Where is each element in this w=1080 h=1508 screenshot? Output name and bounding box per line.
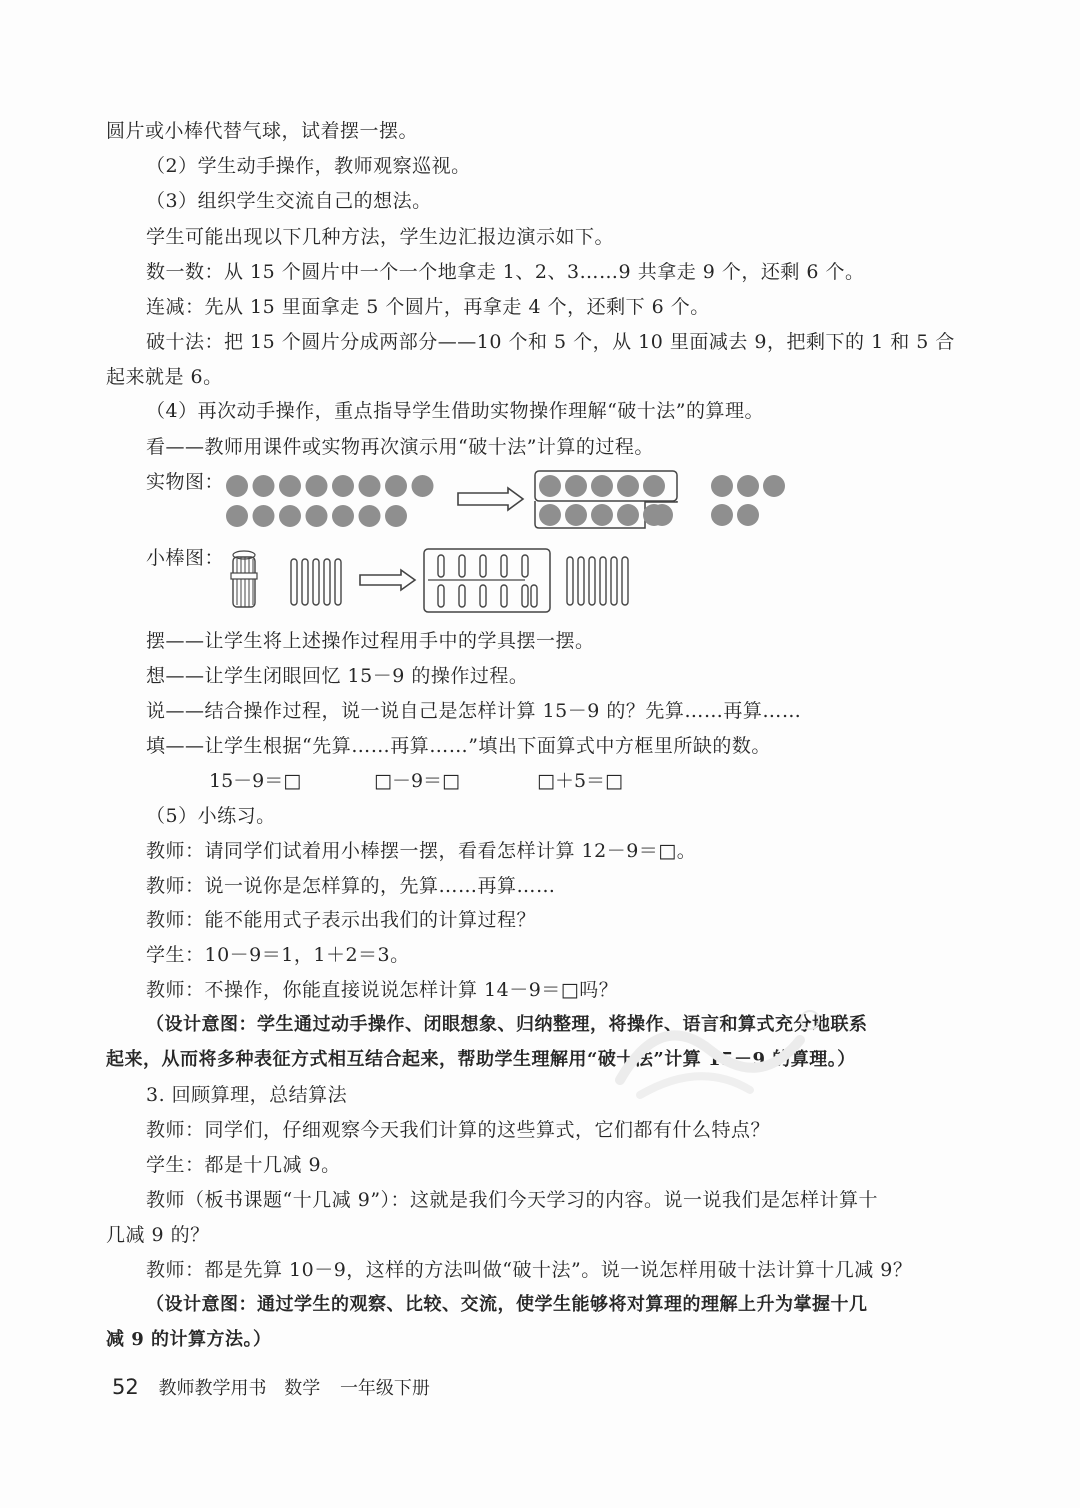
counter-circle — [332, 475, 354, 497]
equation-3: □＋5＝□ — [537, 770, 623, 792]
text-line: 教师：同学们，仔细观察今天我们计算的这些算式，它们都有什么特点？ — [146, 1119, 771, 1141]
counter-circle — [306, 505, 328, 527]
stick — [302, 559, 308, 605]
text-line: 教师（板书课题“十几减 9”）：这就是我们今天学习的内容。说一说我们是怎样计算十 — [146, 1189, 879, 1211]
text-line: 教师：说一说你是怎样算的，先算……再算…… — [146, 875, 556, 897]
subject: 数学 — [284, 1378, 321, 1399]
circle-diagram — [225, 466, 795, 536]
design-note: （设计意图：学生通过动手操作、闭眼想象、归纳整理，将操作、语言和算式充分地联系 — [146, 1014, 868, 1035]
arrow-icon — [360, 570, 415, 590]
grade: 一年级下册 — [339, 1378, 430, 1399]
stick — [600, 557, 606, 605]
stick-diagram — [225, 543, 645, 613]
text-line: 学生可能出现以下几种方法，学生边汇报边演示如下。 — [146, 226, 615, 248]
counter-circle — [385, 475, 407, 497]
text-line: 教师：都是先算 10－9，这样的方法叫做“破十法”。说一说怎样用破十法计算十几减 9？ — [146, 1259, 913, 1281]
counter-circle — [279, 505, 301, 527]
counter-circle — [763, 475, 785, 497]
stick — [438, 585, 444, 607]
arrow-icon — [458, 488, 523, 510]
text-line: （2）学生动手操作，教师观察巡视。 — [146, 155, 471, 177]
counter-circle — [643, 475, 665, 497]
text-line: 填——让学生根据“先算……再算……”填出下面算式中方框里所缺的数。 — [146, 735, 771, 757]
sticks-mid-group — [438, 555, 537, 607]
text-line: 摆——让学生将上述操作过程用手中的学具摆一摆。 — [146, 630, 595, 652]
bundle-of-ten-icon — [231, 551, 257, 607]
text-line: （4）再次动手操作，重点指导学生借助实物操作理解“破十法”的算理。 — [146, 400, 765, 422]
equation-1: 15－9＝□ — [209, 770, 302, 792]
text-line: 连减：先从 15 里面拿走 5 个圆片，再拿走 4 个，还剩下 6 个。 — [146, 296, 710, 318]
counter-circle — [279, 475, 301, 497]
counter-circle — [226, 505, 248, 527]
diagram-label-circles: 实物图： — [146, 471, 225, 493]
equation-2: □－9＝□ — [374, 770, 460, 792]
stick — [501, 585, 507, 607]
text-line: 几减 9 的？ — [106, 1224, 210, 1246]
page-footer — [112, 1374, 430, 1400]
circles-right-group — [711, 475, 785, 526]
stick — [335, 559, 341, 605]
counter-circle — [711, 475, 733, 497]
text-line: 数一数：从 15 个圆片中一个一个地拿走 1、2、3……9 共拿走 9 个，还剩 6 个。 — [146, 261, 865, 283]
stick — [567, 557, 573, 605]
counter-circle — [617, 504, 639, 526]
stick — [480, 585, 486, 607]
counter-circle — [591, 504, 613, 526]
counter-circle — [359, 505, 381, 527]
counter-circle — [385, 505, 407, 527]
design-note: 起来，从而将多种表征方式相互结合起来，帮助学生理解用“破十法”计算 15－9 的算理。） — [106, 1049, 856, 1070]
page-number: 52 — [112, 1375, 139, 1399]
stick — [291, 559, 297, 605]
section-heading: 3. 回顾算理，总结算法 — [146, 1084, 348, 1106]
stick — [459, 555, 465, 577]
stick — [438, 555, 444, 577]
stick — [589, 557, 595, 605]
text-line: 教师：能不能用式子表示出我们的计算过程？ — [146, 909, 537, 931]
text-line: 起来就是 6。 — [106, 366, 223, 388]
stick — [522, 585, 528, 607]
counter-circle — [591, 475, 613, 497]
counter-circle — [359, 475, 381, 497]
text-line: （5）小练习。 — [146, 805, 276, 827]
text-line: 学生：都是十几减 9。 — [146, 1154, 341, 1176]
book-title: 教师教学用书 — [158, 1378, 267, 1399]
counter-circle — [565, 475, 587, 497]
counter-circle — [651, 504, 673, 526]
counter-circle — [253, 505, 275, 527]
counter-circle — [253, 475, 275, 497]
counter-circle — [565, 504, 587, 526]
watermark-logo — [600, 1000, 830, 1110]
counter-circle — [711, 504, 733, 526]
diagram-label-sticks: 小棒图： — [146, 547, 225, 569]
stick — [622, 557, 628, 605]
sticks-right-group — [567, 557, 628, 605]
counter-circle — [539, 475, 561, 497]
text-line: 圆片或小棒代替气球，试着摆一摆。 — [106, 120, 419, 142]
text-line: 学生：10－9＝1，1＋2＝3。 — [146, 944, 410, 966]
counter-circle — [539, 504, 561, 526]
text-line: 看——教师用课件或实物再次演示用“破十法”计算的过程。 — [146, 436, 654, 458]
stick — [459, 585, 465, 607]
sticks-left-group — [291, 559, 341, 605]
counter-circle — [617, 475, 639, 497]
stick — [480, 555, 486, 577]
counter-circle — [226, 475, 248, 497]
stick — [531, 585, 537, 607]
counter-circle — [412, 475, 434, 497]
design-note: 减 9 的计算方法。） — [106, 1329, 272, 1350]
stick — [313, 559, 319, 605]
text-line: 教师：请同学们试着用小棒摆一摆，看看怎样计算 12－9＝□。 — [146, 840, 697, 862]
counter-circle — [332, 505, 354, 527]
design-note: （设计意图：通过学生的观察、比较、交流，使学生能够将对算理的理解上升为掌握十几 — [146, 1294, 868, 1315]
text-line: 破十法：把 15 个圆片分成两部分——10 个和 5 个，从 10 里面减去 9，把剩下的 1 和 5 合 — [146, 331, 955, 353]
text-line: 说——结合操作过程，说一说自己是怎样计算 15－9 的？先算……再算…… — [146, 700, 802, 722]
stick — [522, 555, 528, 577]
text-line: （3）组织学生交流自己的想法。 — [146, 190, 432, 212]
circles-left-group — [226, 475, 434, 527]
counter-circle — [306, 475, 328, 497]
stick — [501, 555, 507, 577]
text-line: 想——让学生闭眼回忆 15－9 的操作过程。 — [146, 665, 529, 687]
text-line: 教师：不操作，你能直接说说怎样计算 14－9＝□吗？ — [146, 979, 619, 1001]
stick — [324, 559, 330, 605]
counter-circle — [737, 504, 759, 526]
stick — [578, 557, 584, 605]
stick — [611, 557, 617, 605]
counter-circle — [737, 475, 759, 497]
